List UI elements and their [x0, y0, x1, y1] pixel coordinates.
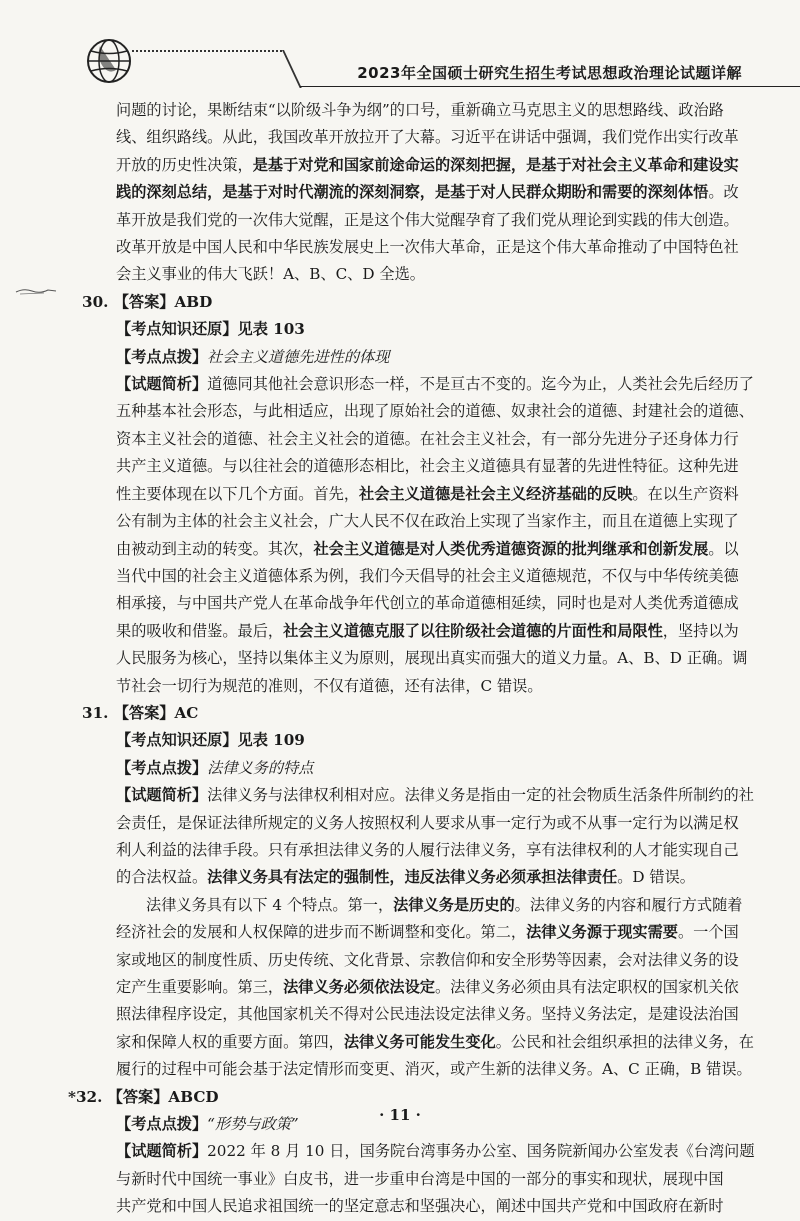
point-line: 【考点点拨】法律义务的特点	[116, 758, 314, 777]
text-line: 五种基本社会形态，与此相适应，出现了原始社会的道德、奴隶社会的道德、封建社会的道德、	[116, 402, 754, 421]
text-line: 共产主义道德。与以往社会的道德形态相比，社会主义道德具有显著的先进性特征。这种先进	[116, 457, 739, 476]
analysis-line: 【试题简析】法律义务与法律权利相对应。法律义务是指由一定的社会物质生活条件所制约的社	[116, 786, 754, 805]
question-31	[82, 700, 762, 1084]
page-content	[68, 97, 762, 1221]
header-dotted-rule	[132, 50, 282, 52]
answer-line: 31. 【答案】AC	[82, 703, 199, 722]
header-slant-rule	[282, 50, 302, 88]
question-32	[68, 1084, 762, 1221]
text-line: 人民服务为核心，坚持以集体主义为原则，展现出真实而强大的道义力量。A、B、D 正确。调	[116, 649, 748, 668]
text-line: 会主义事业的伟大飞跃！A、B、C、D 全选。	[116, 265, 425, 284]
analysis-line: 【试题简析】2022 年 8 月 10 日，国务院台湾事务办公室、国务院新闻办公室发表《台湾问题	[116, 1142, 755, 1161]
text-line: 革开放是我们党的一次伟大觉醒，正是这个伟大觉醒孕育了我们党从理论到实践的伟大创造。	[116, 210, 739, 229]
text-line: 共产党和中国人民追求祖国统一的坚定意志和坚强决心，阐述中国共产党和中国政府在新时	[116, 1197, 724, 1216]
text-line: 果的吸收和借鉴。最后，社会主义道德克服了以往阶级社会道德的片面性和局限性，坚持以为	[116, 621, 739, 640]
text-line: 改革开放是中国人民和中华民族发展史上一次伟大革命，正是这个伟大革命推动了中国特色社	[116, 238, 739, 257]
text-line: 相承接，与中国共产党人在革命战争年代创立的革命道德相延续，同时也是对人类优秀道德成	[116, 594, 739, 613]
question-number: *32.	[68, 1087, 103, 1106]
text-line: 性主要体现在以下几个方面。首先，社会主义道德是社会主义经济基础的反映。在以生产资料	[116, 484, 739, 503]
text-line: 当代中国的社会主义道德体系为例，我们今天倡导的社会主义道德规范，不仅与中华传统美德	[116, 566, 739, 585]
answer-line: 30. 【答案】ABD	[82, 292, 213, 311]
header-title: 2023年全国硕士研究生招生考试思想政治理论试题详解	[357, 64, 742, 82]
text-line: 公有制为主体的社会主义社会，广大人民不仅在政治上实现了当家作主，而且在道德上实现了	[116, 512, 739, 531]
text-line: 履行的过程中可能会基于法定情形而变更、消灭，或产生新的法律义务。A、C 正确，B 错误。	[116, 1060, 752, 1079]
text-line: 利人利益的法律手段。只有承担法律义务的人履行法律义务，享有法律权利的人才能实现自己	[116, 840, 739, 859]
question-number: 31.	[82, 703, 109, 722]
question-number: 30.	[82, 292, 109, 311]
page-number: · 11 ·	[379, 1106, 421, 1124]
text-line: 与新时代中国统一事业》白皮书，进一步重申台湾是中国的一部分的事实和现状，展现中国	[116, 1169, 724, 1188]
text-line: 法律义务具有以下 4 个特点。第一，法律义务是历史的。法律义务的内容和履行方式随着	[146, 895, 743, 914]
text-line: 线、组织路线。从此，我国改革开放拉开了大幕。习近平在讲话中强调，我们党作出实行改革	[116, 128, 739, 147]
margin-mark	[14, 282, 58, 298]
text-line: 由被动到主动的转变。其次，社会主义道德是对人类优秀道德资源的批判继承和创新发展。以	[116, 539, 739, 558]
text-line: 践的深刻总结，是基于对时代潮流的深刻洞察，是基于对人民群众期盼和需要的深刻体悟。改	[116, 183, 739, 202]
text-line: 家和保障人权的重要方面。第四，法律义务可能发生变化。公民和社会组织承担的法律义务，在	[116, 1032, 754, 1051]
q29-continuation	[82, 97, 762, 289]
text-line: 经济社会的发展和人权保障的进步而不断调整和变化。第二，法律义务源于现实需要。一个国	[116, 923, 739, 942]
header-rule	[300, 86, 800, 87]
restore-line: 【考点知识还原】见表 109	[116, 731, 305, 750]
point-line: 【考点点拨】社会主义道德先进性的体现	[116, 347, 390, 366]
text-line: 资本主义社会的道德、社会主义社会的道德。在社会主义社会，有一部分先进分子还身体力行	[116, 429, 739, 448]
globe-icon	[86, 38, 132, 84]
text-line: 家或地区的制度性质、历史传统、文化背景、宗教信仰和安全形势等因素，会对法律义务的设	[116, 950, 739, 969]
point-line: 【考点点拨】“形势与政策”	[116, 1115, 299, 1134]
text-line: 的合法权益。法律义务具有法定的强制性，违反法律义务必须承担法律责任。D 错误。	[116, 868, 695, 887]
page-header	[0, 0, 800, 92]
analysis-line: 【试题简析】道德同其他社会意识形态一样，不是亘古不变的。迄今为止，人类社会先后经历了	[116, 375, 754, 394]
text-line: 定产生重要影响。第三，法律义务必须依法设定。法律义务必须由具有法定职权的国家机关依	[116, 978, 739, 996]
text-line: 问题的讨论，果断结束“以阶级斗争为纲”的口号，重新确立马克思主义的思想路线、政治路	[116, 101, 724, 119]
text-line: 会责任，是保证法律所规定的义务人按照权利人要求从事一定行为或不从事一定行为以满足权	[116, 813, 739, 832]
question-30	[82, 289, 762, 700]
restore-line: 【考点知识还原】见表 103	[116, 320, 305, 339]
text-line: 节社会一切行为规范的准则，不仅有道德，还有法律，C 错误。	[116, 676, 543, 695]
text-line: 开放的历史性决策，是基于对党和国家前途命运的深刻把握，是基于对社会主义革命和建设实	[116, 155, 739, 174]
answer-line: *32. 【答案】ABCD	[68, 1087, 219, 1106]
text-line: 照法律程序设定，其他国家机关不得对公民违法设定法律义务。坚持义务法定，是建设法治国	[116, 1005, 739, 1024]
